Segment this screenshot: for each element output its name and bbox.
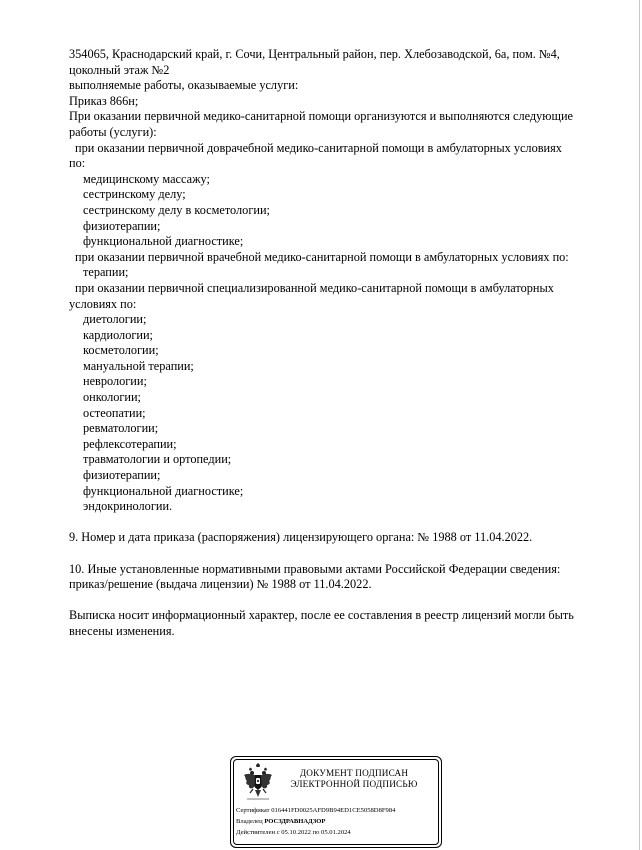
owner-label: Владелец (236, 818, 263, 825)
list-item: сестринскому делу; (83, 187, 186, 202)
list-item: эндокринологии. (83, 499, 173, 514)
order-reference: Приказ 866н; (69, 93, 139, 108)
validity-row: Действителен с 05.10.2022 по 05.01.2024 (236, 829, 351, 836)
stamp-title-line-2: ЭЛЕКТРОННОЙ ПОДПИСЬЮ (290, 779, 418, 789)
list-item: функциональной диагностике; (83, 234, 244, 249)
address-line-1: 354065, Краснодарский край, г. Сочи, Центральный район, пер. Хлебозаводской, 6а, пом. №4, (69, 47, 560, 61)
doctor-line: при оказании первичной врачебной медико-санитарной помощи в амбулаторных условиях по: (75, 249, 569, 264)
list-item: терапии; (83, 265, 129, 280)
pre-doctor-line-1: при оказании первичной доврачебной медико-санитарной помощи в амбулаторных условиях (75, 140, 562, 155)
certificate-label: Сертификат (236, 807, 270, 814)
list-item: рефлексотерапии; (83, 436, 177, 451)
list-item: физиотерапии; (83, 468, 161, 483)
list-item: косметологии; (83, 343, 159, 358)
specialized-line-2: условиях по: (69, 296, 137, 311)
list-item: физиотерапии; (83, 218, 161, 233)
stamp-title (279, 768, 429, 790)
pre-doctor-line-2: по: (69, 156, 86, 171)
document-body (69, 47, 609, 640)
double-headed-eagle-emblem-icon (243, 763, 273, 801)
stamp-title-line-1: ДОКУМЕНТ ПОДПИСАН (299, 768, 409, 778)
owner-row (236, 816, 395, 827)
list-item: остеопатии; (83, 405, 146, 420)
section-10-line-2: приказ/решение (выдача лицензии) № 1988 от 11.04.2022. (69, 577, 372, 592)
address-line-2: цоколный этаж №2 (69, 62, 170, 77)
primary-care-line-1: При оказании первичной медико-санитарной помощи организуются и выполняются следующие (69, 109, 573, 124)
list-item: мануальной терапии; (83, 358, 194, 373)
e-signature-stamp (230, 756, 442, 848)
list-item: функциональной диагностике; (83, 483, 244, 498)
note-line-2: внесены изменения. (69, 623, 175, 638)
certificate-row (236, 805, 395, 816)
note-line-1: Выписка носит информационный характер, после ее составления в реестр лицензий могли быть (69, 608, 574, 623)
list-item: диетологии; (83, 312, 147, 327)
list-item: медицинскому массажу; (83, 171, 210, 186)
list-item: кардиологии; (83, 327, 153, 342)
section-9: 9. Номер и дата приказа (распоряжения) лицензирующего органа: № 1988 от 11.04.2022. (69, 530, 533, 545)
list-item: неврологии; (83, 374, 147, 389)
specialized-line-1: при оказании первичной специализированной медико-санитарной помощи в амбулаторных (75, 280, 554, 295)
owner-value: РОСЗДРАВНАДЗОР (264, 818, 326, 825)
certificate-value: 016441FD0025AFD9B94ED1CE5058D8F984 (271, 807, 396, 814)
page-edge (639, 0, 640, 850)
stamp-details (236, 805, 395, 838)
primary-care-line-2: работы (услуги): (69, 124, 157, 139)
list-item: сестринскому делу в косметологии; (83, 202, 270, 217)
list-item: травматологии и ортопедии; (83, 452, 232, 467)
list-item: онкологии; (83, 390, 141, 405)
list-item: ревматологии; (83, 421, 159, 436)
works-heading: выполняемые работы, оказываемые услуги: (69, 78, 299, 93)
section-10-line-1: 10. Иные установленные нормативными правовыми актами Российской Федерации сведения: (69, 561, 561, 576)
